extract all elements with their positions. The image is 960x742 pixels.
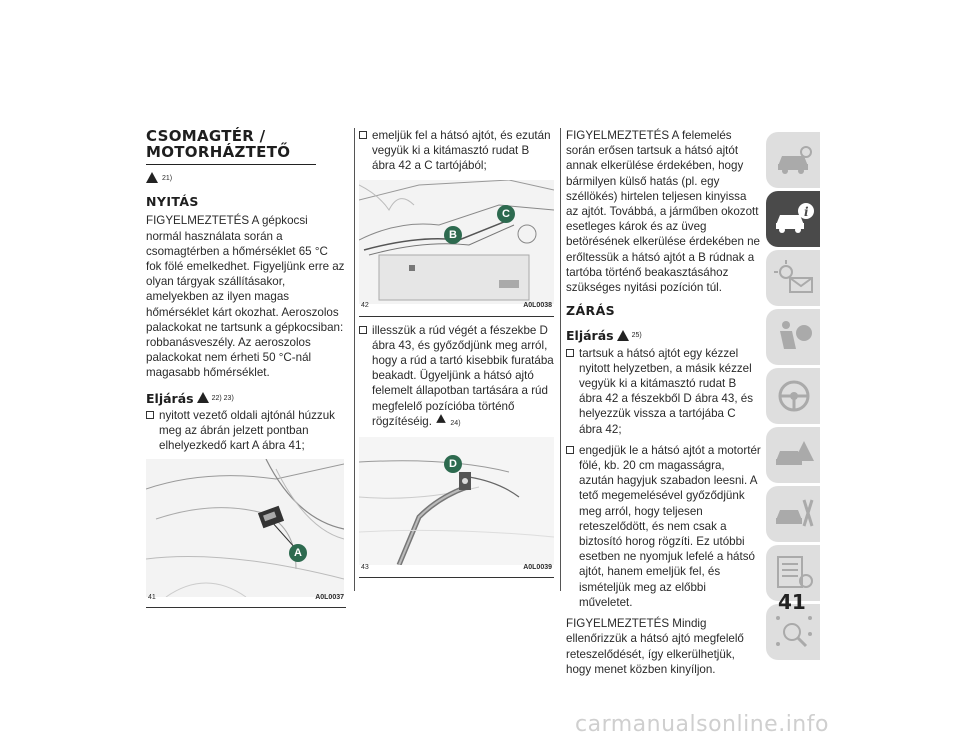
technical-data-icon: [774, 555, 814, 591]
warning-paragraph: FIGYELMEZTETÉS A gépkocsi normál használata során a csomagtérben a hőmérséklet 65 °C fok fölé emelkedhet. Figyeljünk erre az olyan tárgyak szállításakor, amelyekben az ilyen magas hőmérséklet kárt okozhat. Aeroszolos palackokat ne tartsunk a gépkocsiban: robbanásveszély. Az aeroszolos palackokat nem érheti 50 °C-nál magasabb hőmérséklet.: [146, 214, 345, 380]
car-dashboard-icon: [774, 142, 814, 178]
column-3: [566, 128, 761, 683]
tab-dashboard[interactable]: [766, 132, 820, 188]
callout-c: C: [497, 205, 515, 223]
callout-b: B: [444, 226, 462, 244]
figure-code: A0L0037: [315, 594, 344, 602]
tab-driving[interactable]: [766, 368, 820, 424]
figure-43: [359, 437, 554, 578]
section-title: CSOMAGTÉR / MOTORHÁZTETŐ: [146, 127, 291, 161]
tab-lights-messages[interactable]: [766, 250, 820, 306]
chapter-tabs: [766, 132, 820, 663]
list-item: emeljük fel a hátsó ajtót, és ezután vegyük ki a kitámasztó rudat B ábra 42 a C tartójából;: [359, 128, 554, 174]
car-info-icon: [774, 201, 814, 237]
figure-number: 42: [361, 302, 369, 310]
lights-messages-icon: [774, 260, 814, 296]
warning-triangle-icon: [617, 330, 629, 341]
figure-number: 41: [148, 594, 156, 602]
heading-eljaras: Eljárás 22) 23): [146, 390, 234, 406]
heading-nyitas: NYITÁS: [146, 194, 199, 210]
column-1: [146, 128, 346, 614]
checkbox-bullet-icon: [359, 131, 367, 139]
warning-paragraph: FIGYELMEZTETÉS Mindig ellenőrizzük a hátsó ajtó megfelelő reteszelődését, így elkerülhetjük, hogy menet közben kinyíljon.: [566, 617, 744, 676]
warning-reference: 21): [146, 171, 346, 186]
warning-triangle-icon: [197, 392, 209, 403]
column-divider: [560, 128, 561, 591]
tab-info[interactable]: [766, 191, 820, 247]
figure-code: A0L0038: [523, 302, 552, 310]
car-service-icon: [774, 496, 814, 532]
tab-service[interactable]: [766, 486, 820, 542]
safety-airbag-icon: [774, 319, 814, 355]
heading-zaras: ZÁRÁS: [566, 303, 616, 319]
figure-code: A0L0039: [523, 563, 552, 571]
heading-eljaras: Eljárás 25): [566, 328, 642, 344]
car-warning-icon: [774, 437, 814, 473]
figure-41: [146, 459, 346, 608]
tab-safety[interactable]: [766, 309, 820, 365]
callout-a: A: [289, 544, 307, 562]
page-number: 41: [778, 590, 806, 614]
checkbox-bullet-icon: [566, 446, 574, 454]
column-2: [359, 128, 554, 584]
title-rule: [146, 164, 316, 165]
warning-paragraph: FIGYELMEZTETÉS A felemelés során erősen tartsuk a hátsó ajtót annak elkerülése érdekében, hogy bármilyen külső hatás (pl. egy széllökés) hirtelen teljesen kinyissa az ajtót. Továbbá, a járműben okozott esetleges károk és az üveg betörésének elkerülése érdekében ne erőltessük a hátsó ajtót a B rúdnak a tartóba történő beakasztásához szükséges nyitási pozíción túl.: [566, 129, 761, 295]
figure-42: [359, 180, 554, 317]
warning-triangle-icon: [146, 172, 158, 183]
tab-emergency[interactable]: [766, 427, 820, 483]
list-item: illesszük a rúd végét a fészekbe D ábra 43, és győződjünk meg arról, hogy a rúd a tartó kisebbik furatába beakadt. Ügyeljünk a hátsó ajtó felemelt állapotban tartására a rúd megfelelő pozícióba történő rögzítéséig. 24): [359, 323, 554, 431]
list-item: tartsuk a hátsó ajtót egy kézzel nyitott helyzetben, a másik kézzel vegyük ki a kitámasztó rudat B ábra 42 a fészekből D ábra 43, és helyezzük vissza a tartójába C ábra 42;: [566, 346, 761, 437]
column-divider: [354, 128, 355, 591]
checkbox-bullet-icon: [146, 411, 154, 419]
footer-watermark: carmanualsonline.info: [575, 712, 829, 737]
svg-text:i: i: [804, 205, 809, 219]
callout-d: D: [444, 455, 462, 473]
list-item: nyitott vezető oldali ajtónál húzzuk meg az ábrán jelzett pontban elhelyezkedő kart A ábra 41;: [146, 408, 346, 454]
index-alphabet-icon: [774, 614, 814, 650]
figure-number: 43: [361, 563, 369, 571]
trunk-lever-illustration: [146, 459, 344, 597]
checkbox-bullet-icon: [359, 326, 367, 334]
warning-triangle-icon: [436, 414, 446, 423]
list-item: engedjük le a hátsó ajtót a motortér fölé, kb. 20 cm magasságra, azután hagyjuk szabadon leesni. A tető megemelésével győződjünk meg arról, hogy teljesen reteszelődött, és nem csak a biztosító horog rögzíti. Ez utóbbi esetben ne nyomjuk lefelé a hátsó ajtót, hanem emeljük fel, és ismételjük meg az előbbi műveletet.: [566, 443, 761, 610]
checkbox-bullet-icon: [566, 349, 574, 357]
steering-wheel-icon: [774, 378, 814, 414]
